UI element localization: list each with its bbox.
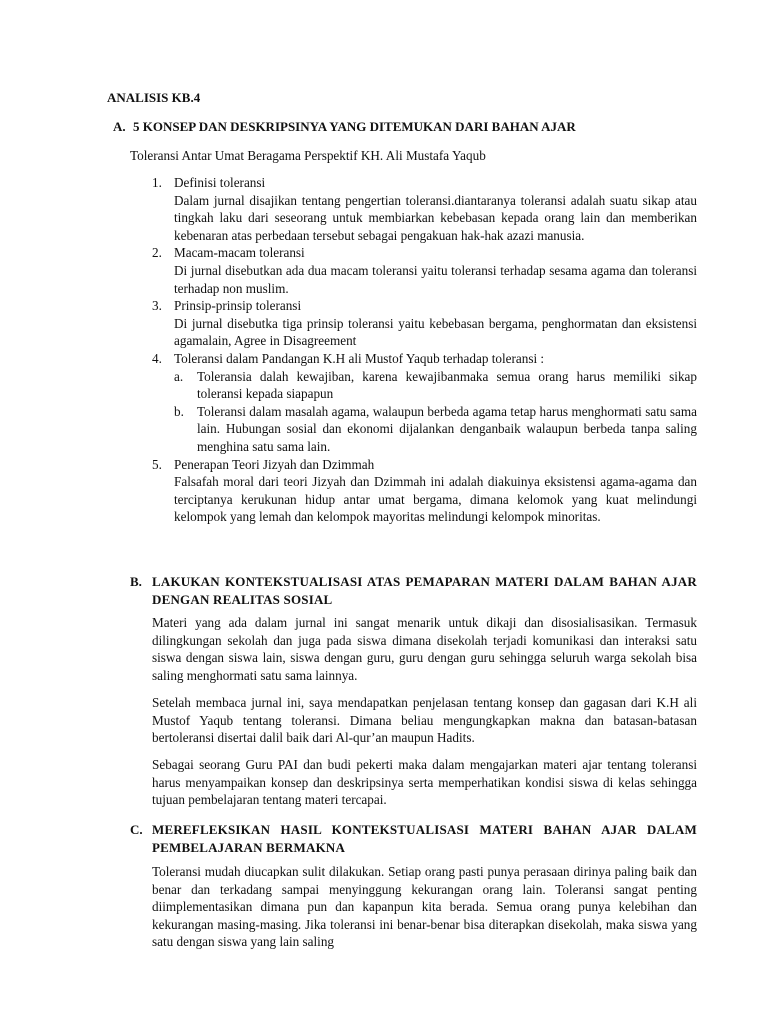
section-b-title: LAKUKAN KONTEKSTUALISASI ATAS PEMAPARAN MATERI DALAM BAHAN AJAR DENGAN REALITAS SOSIAL xyxy=(152,574,697,607)
list-item-number: 3. xyxy=(152,298,162,314)
section-a-title: 5 KONSEP DAN DESKRIPSINYA YANG DITEMUKAN DARI BAHAN AJAR xyxy=(133,119,576,134)
section-b-paragraph: Sebagai seorang Guru PAI dan budi pekerti maka dalam mengajarkan materi ajar tentang toleransi harus menyampaikan konsep dan deskripsinya serta memperhatikan kondisi siswa di kelas sehingga tujuan pembelajaran tentang materi tercapai. xyxy=(152,757,697,808)
section-b-label: B. xyxy=(130,574,142,589)
list-item-title: Toleransi dalam Pandangan K.H ali Mustof Yaqub terhadap toleransi : xyxy=(174,350,545,366)
list-item-title: Definisi toleransi xyxy=(174,175,266,190)
sub-list-item xyxy=(174,368,697,403)
section-b-heading xyxy=(130,573,697,608)
list-item-title: Macam-macam toleransi xyxy=(174,245,305,261)
sub-list-item-letter: b. xyxy=(174,403,184,419)
list-item xyxy=(152,174,697,244)
section-c-title: MEREFLEKSIKAN HASIL KONTEKSTUALISASI MATERI BAHAN AJAR DALAM PEMBELAJARAN BERMAKNA xyxy=(152,822,697,855)
list-item xyxy=(152,244,697,297)
list-item-text: Falsafah moral dari teori Jizyah dan Dzimmah ini adalah diakuinya eksistensi agama-agama dan terciptanya kerukunan hidup antar umat bergama, dimana kelomok yang kuat melindungi kelompok yang lemah dan kelompok mayoritas melindungi kelompok minoritas. xyxy=(174,474,697,525)
document-title: ANALISIS KB.4 xyxy=(107,90,201,105)
section-b-paragraph: Setelah membaca jurnal ini, saya mendapatkan penjelasan tentang konsep dan gagasan dari K.H ali Mustof Yaqub tentang toleransi. Dimana beliau mengungkapkan makna dan batasan-batasan bertoleransi disertai dalil baik dari Al-qur’an maupun Hadits. xyxy=(152,695,697,746)
list-item-number: 5. xyxy=(152,456,162,472)
list-item-title: Prinsip-prinsip toleransi xyxy=(174,298,302,314)
list-item xyxy=(152,297,697,350)
section-a-heading xyxy=(113,118,703,136)
list-item xyxy=(152,350,697,456)
list-item-text: Di jurnal disebutkan ada dua macam toleransi yaitu toleransi terhadap sesama agama dan toleransi terhadap non muslim. xyxy=(174,262,697,296)
list-item-title: Penerapan Teori Jizyah dan Dzimmah xyxy=(174,456,375,472)
sub-list-item-text: Toleransia dalah kewajiban, karena kewajibanmaka semua orang harus memiliki sikap toleransi kepada siapapun xyxy=(197,368,697,402)
list-item xyxy=(152,456,697,526)
list-item-text: Dalam jurnal disajikan tentang pengertian toleransi.diantaranya toleransi adalah suatu sikap atau tingkah laku dari seseorang untuk membiarkan kebebasan kepada orang lain dan memberikan kebenaran atas perbedaan tersebut sebagai pengakuan hak-hak azazi manusia. xyxy=(174,192,697,243)
sub-list-item-text: Toleransi dalam masalah agama, walaupun berbeda agama tetap harus menghormati satu sama lain. Hubungan sosial dan ekonomi dijalankan denganbaik walaupun berbeda tanpa saling menghina satu sama lain. xyxy=(197,403,697,454)
section-a-label: A. xyxy=(113,119,126,134)
sub-list xyxy=(174,368,697,456)
list-item-number: 2. xyxy=(152,245,162,261)
section-c-paragraph: Toleransi mudah diucapkan sulit dilakukan. Setiap orang pasti punya perasaan dirinya paling baik dan benar dan terkadang sampai menyinggung kekurangan orang lain. Toleransi sangat penting diimplementasikan dimana pun dan kapanpun kita berada. Semua orang punya kelebihan dan kekurangan masing-masing. Jika toleransi ini benar-benar bisa diterapkan disekolah, maka siswa yang satu dengan siswa yang lain saling xyxy=(152,864,697,950)
list-item-text: Di jurnal disebutka tiga prinsip toleransi yaitu kebebasan bergama, penghormatan dan eksistensi agamalain, Agree in Disagreement xyxy=(174,315,697,349)
section-a-subtitle: Toleransi Antar Umat Beragama Perspektif KH. Ali Mustafa Yaqub xyxy=(130,148,486,163)
concept-list xyxy=(152,174,697,526)
list-item-number: 1. xyxy=(152,175,162,190)
section-c-heading xyxy=(130,821,697,856)
list-item-number: 4. xyxy=(152,350,162,366)
sub-list-item xyxy=(174,403,697,456)
section-b-paragraph: Materi yang ada dalam jurnal ini sangat menarik untuk dikaji dan disosialisasikan. Termasuk dilingkungan sekolah dan juga pada siswa dimana disekolah terjadi komunikasi dan interaksi satu siswa dengan siswa lain, siswa dengan guru, guru dengan guru sehingga seluruh warga sekolah bisa saling menghormati satu sama lainnya. xyxy=(152,615,697,683)
section-c-label: C. xyxy=(130,822,143,837)
sub-list-item-letter: a. xyxy=(174,368,184,384)
